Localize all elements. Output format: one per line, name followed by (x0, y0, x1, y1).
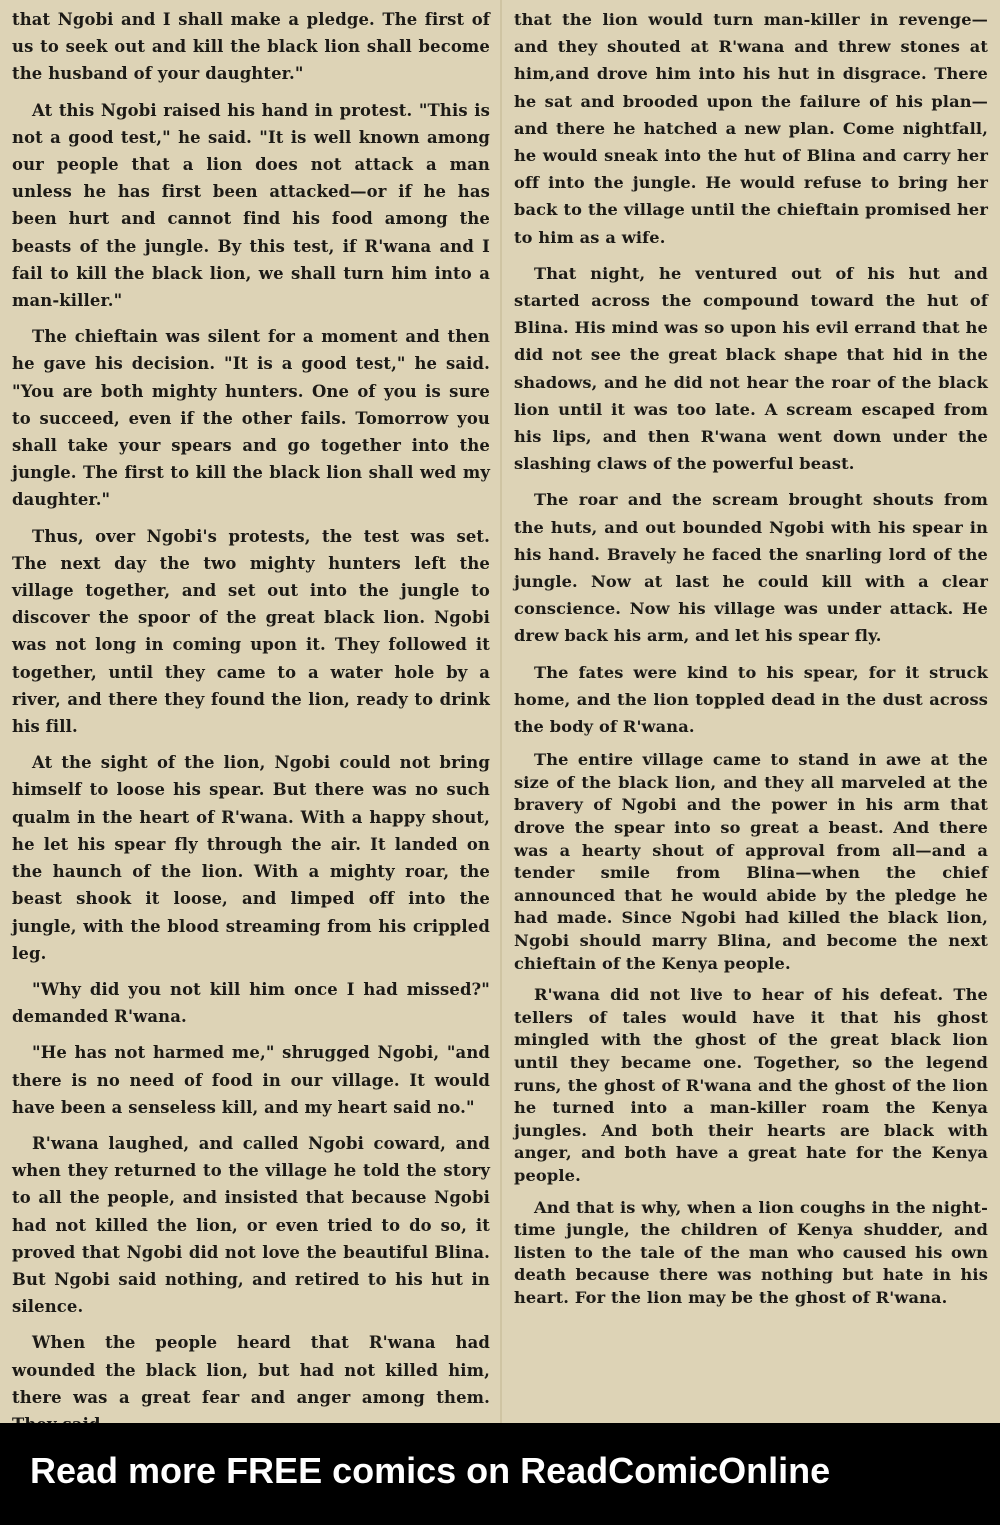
story-paragraph: Thus, over Ngobi's protests, the test was set. The next day the two mighty hunters left the village together, and set out into the jungle to discover the spoor of the great black lion. Ngobi was not long in coming upon it. They followed it together, until they came to a water hole by a river, and there they found the lion, ready to drink his fill. (12, 526, 490, 737)
story-paragraph: "Why did you not kill him once I had missed?" demanded R'wana. (12, 979, 490, 1027)
story-paragraph: R'wana laughed, and called Ngobi coward, and when they returned to the village he told the story to all the people, and insisted that because Ngobi had not killed the lion, or even tried to do so, it proved that Ngobi did not love the beautiful Blina. But Ngobi said nothing, and retired to his hut in silence. (12, 1133, 490, 1317)
story-paragraph: And that is why, when a lion coughs in the night-time jungle, the children of Kenya shudder, and listen to the tale of the man who caused his own death because there was nothing but hate in his heart. For the lion may be the ghost of R'wana. (514, 1197, 988, 1307)
story-paragraph: R'wana did not live to hear of his defeat. The tellers of tales would have it that his ghost mingled with the ghost of the great black lion until they became one. Together, so the legend runs, the ghost of R'wana and the ghost of the lion he turned into a man-killer roam the Kenya jungles. And both their hearts are black with anger, and both have a great hate for the Kenya people. (514, 985, 988, 1185)
story-paragraph: At this Ngobi raised his hand in protest. "This is not a good test," he said. "It is well known among our people that a lion does not attack a man unless he has first been attacked—or if he has been hurt and cannot find his food among the beasts of the jungle. By this test, if R'wana and I fail to kill the black lion, we shall turn him into a man-killer." (12, 100, 490, 311)
promo-banner[interactable] (0, 1423, 1000, 1525)
story-paragraph: When the people heard that R'wana had wounded the black lion, but had not killed him, there was a great fear and anger among them. (12, 1333, 490, 1407)
story-paragraph: "He has not harmed me," shrugged Ngobi, "and there is no need of food in our village. It would have been a senseless kill, and my heart said no." (12, 1043, 490, 1117)
story-paragraph: The roar and the scream brought shouts from the huts, and out bounded Ngobi with his spear in his hand. Bravely he faced the snarling lord of the jungle. Now at last he could kill with a clear conscience. Now his village was under attack. He drew back his arm, and let his spear fly. (514, 490, 988, 646)
column-divider (500, 0, 502, 1423)
promo-banner-text[interactable]: Read more FREE comics on ReadComicOnline (30, 1450, 831, 1491)
story-right-column (514, 6, 988, 1319)
story-paragraph: that the lion would turn man-killer in revenge—and they shouted at R'wana and threw stones at him,and drove him into his hut in disgrace. There he sat and brooded upon the failure of his plan—and there he hatched a new plan. Come nightfall, he would sneak into the hut of Blina and carry her off into the jungle. He would refuse to bring her back to the village until the chieftain promised her to him as a wife. (514, 10, 988, 247)
story-paragraph: that Ngobi and I shall make a pledge. The first of us to seek out and kill the black lion shall become the husband of your daughter." (12, 10, 490, 84)
story-paragraph: The entire village came to stand in awe at the size of the black lion, and they all marveled at the bravery of Ngobi and the power in his arm that drove the spear into so great a beast. And there was a hearty shout of approval from all—and a tender smile from Blina—when the chief announced that he would abide by the pledge he had made. Since Ngobi had killed the black lion, Ngobi should marry Blina, and become the next chieftain of the Kenya people. (514, 750, 988, 973)
story-paragraph: The fates were kind to his spear, for it struck home, and the lion toppled dead in the dust across the body of R'wana. (514, 662, 988, 737)
story-paragraph: That night, he ventured out of his hut and started across the compound toward the hut of Blina. His mind was so upon his evil errand that he did not see the great black shape that hid in the shadows, and he did not hear the roar of the black lion until it was too late. A scream escaped from his lips, and then R'wana went down under the slashing claws of the powerful beast. (514, 263, 988, 474)
story-paragraph: At the sight of the lion, Ngobi could not bring himself to loose his spear. But there was no such qualm in the heart of R'wana. With a happy shout, he let his spear fly through the air. It landed on the haunch of the lion. With a mighty roar, the beast shook it loose, and limped off into the jungle, with the blood streaming from his crippled leg. (12, 753, 490, 963)
story-left-column (12, 6, 490, 1447)
story-paragraph: The chieftain was silent for a moment and then he gave his decision. "It is a good test," he said. "You are both mighty hunters. One of you is sure to succeed, even if the other fails. Tomorrow you shall take your spears and go together into the jungle. The first to kill the black lion shall wed my daughter." (12, 327, 490, 510)
